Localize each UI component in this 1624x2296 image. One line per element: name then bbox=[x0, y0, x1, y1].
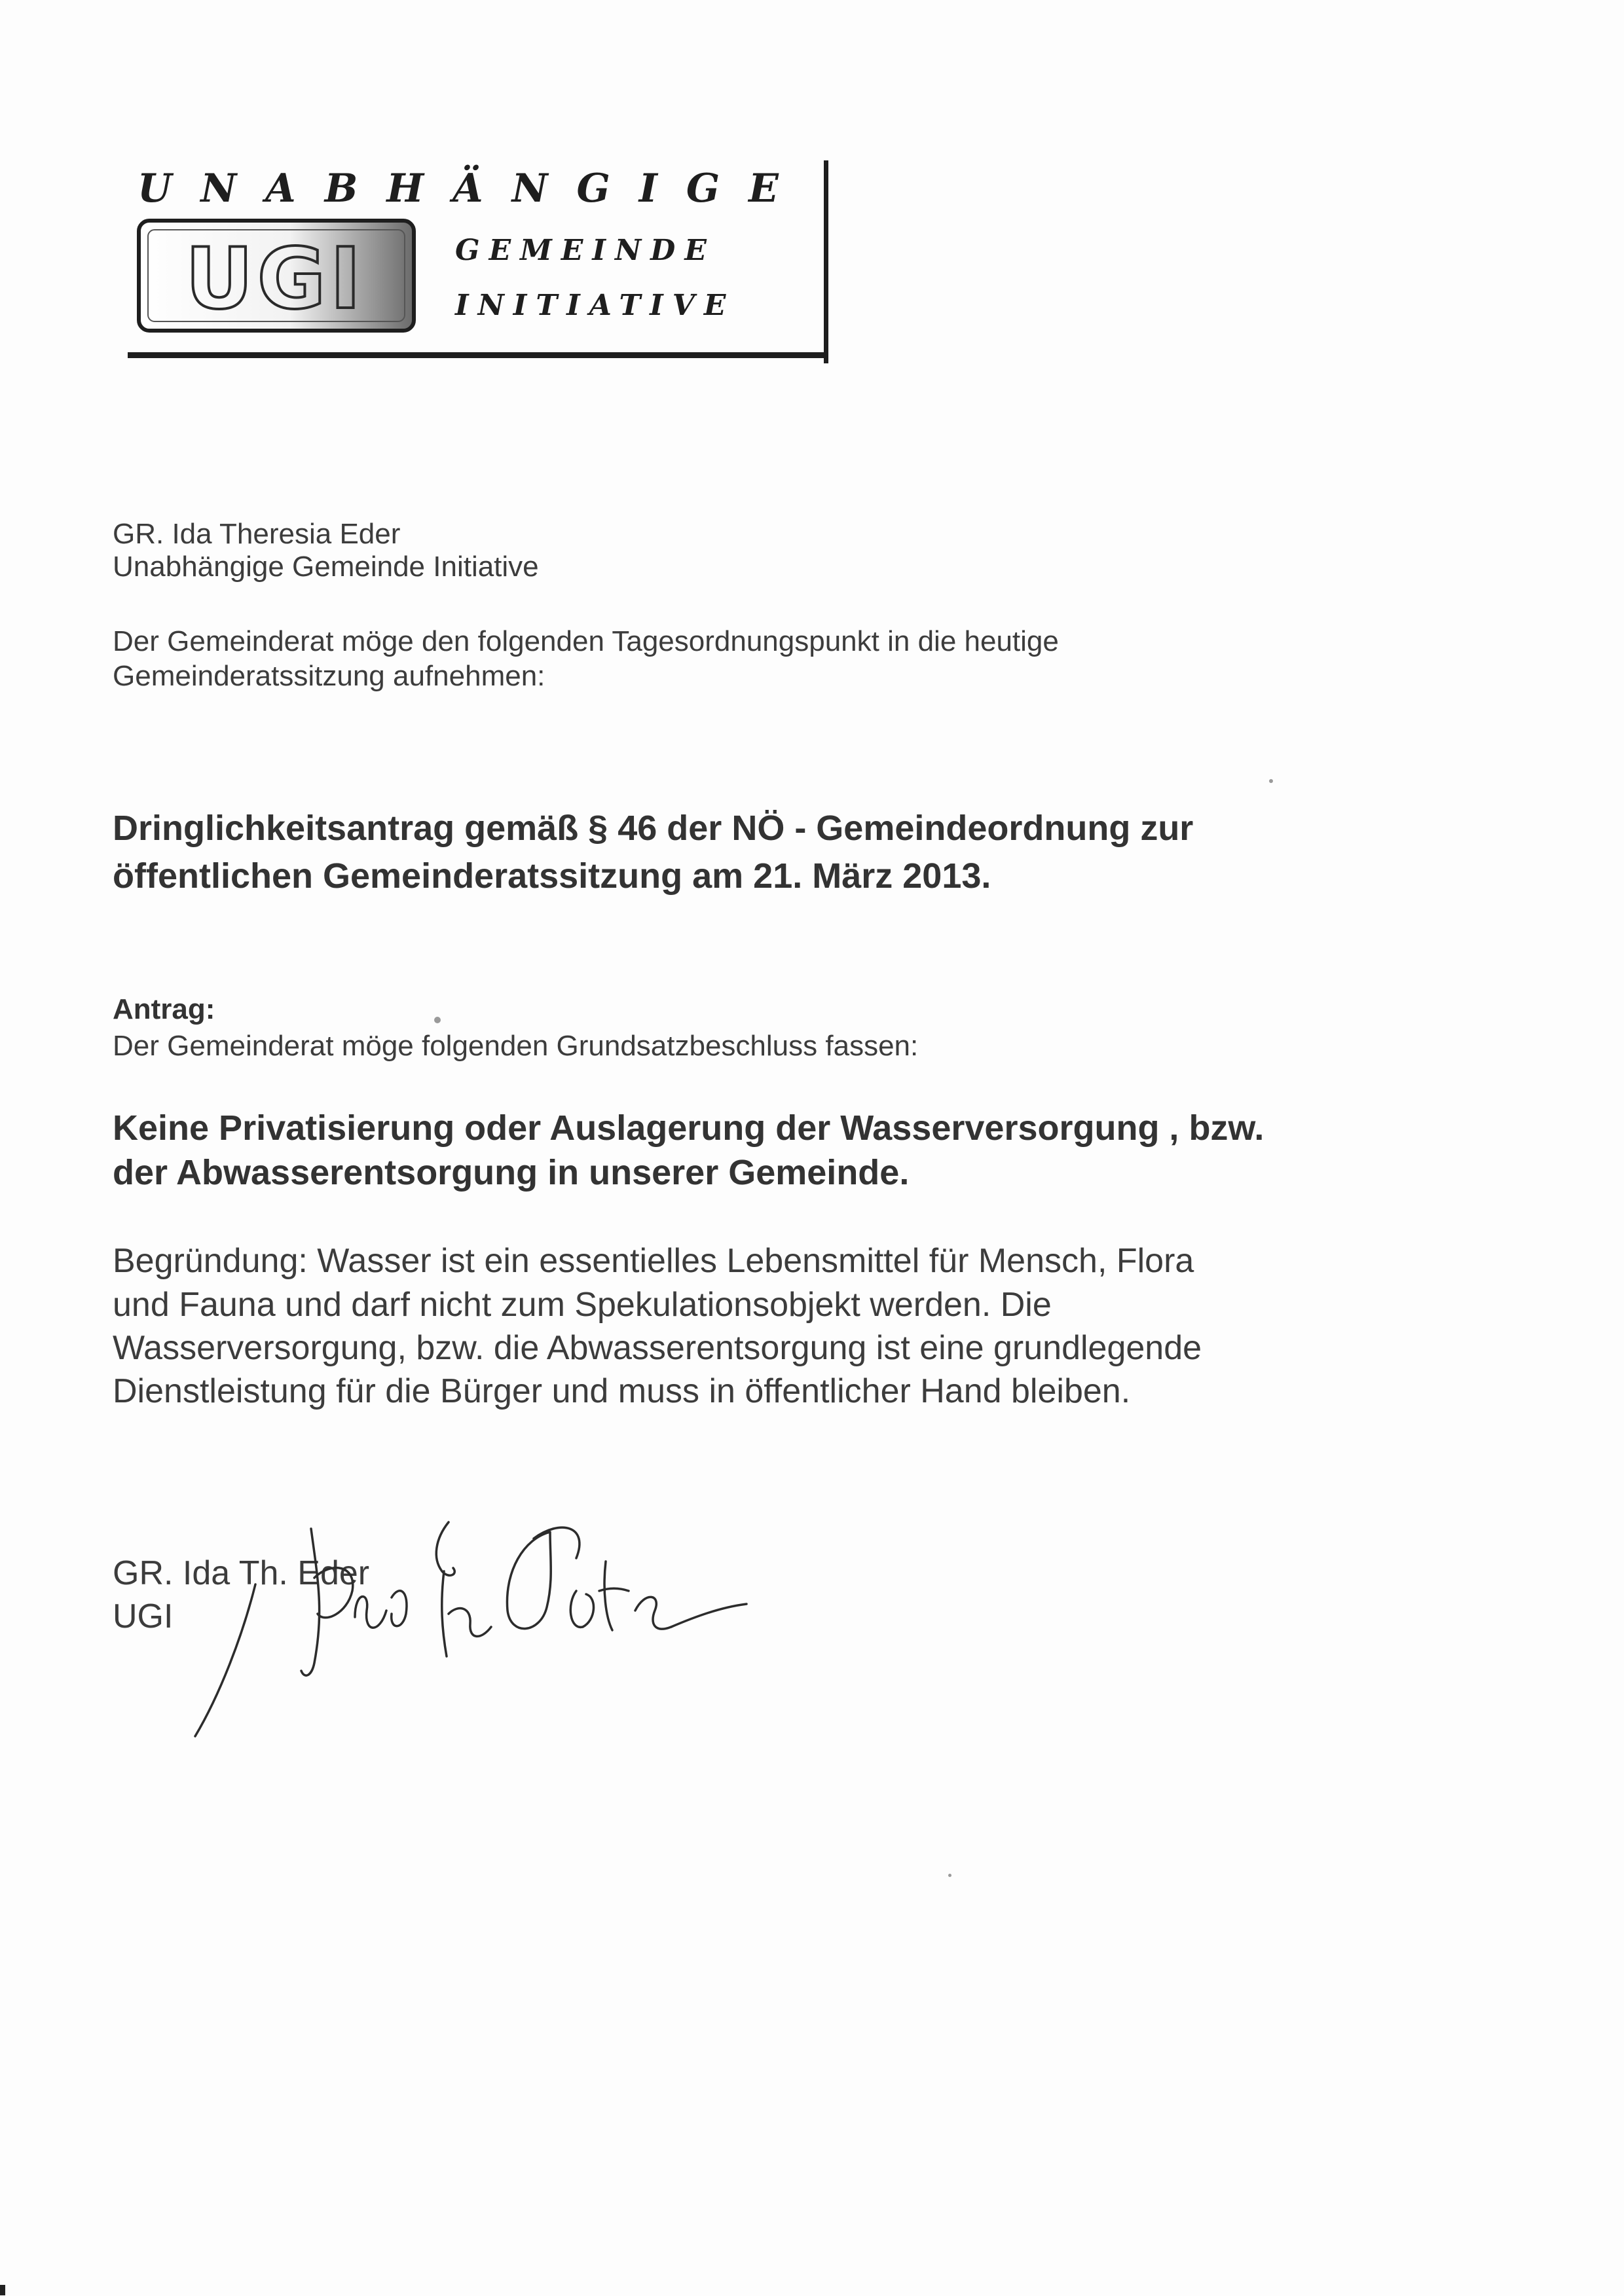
motion-label: Antrag: bbox=[113, 993, 215, 1025]
reasoning-line-1: Begründung: Wasser ist ein essentielles Lebensmittel für Mensch, Flora bbox=[113, 1242, 1194, 1280]
resolution-line-2: der Abwasserentsorgung in unserer Gemeinde. bbox=[113, 1153, 910, 1192]
subject-line-2: öffentlichen Gemeinderatssitzung am 21. März 2013. bbox=[113, 856, 991, 896]
intro-line-1: Der Gemeinderat möge den folgenden Tagesordnungspunkt in die heutige bbox=[113, 625, 1059, 657]
scan-speck bbox=[1269, 779, 1273, 783]
letterhead bbox=[124, 160, 832, 363]
reasoning-line-2: und Fauna und darf nicht zum Spekulationsobjekt werden. Die bbox=[113, 1286, 1052, 1324]
scan-speck bbox=[948, 1874, 951, 1877]
reasoning-line-4: Dienstleistung für die Bürger und muss in öffentlicher Hand bleiben. bbox=[113, 1372, 1131, 1410]
sender-organization: Unabhängige Gemeinde Initiative bbox=[113, 551, 539, 583]
letterhead-line-2: GEMEINDE bbox=[455, 234, 716, 267]
sender-name: GR. Ida Theresia Eder bbox=[113, 518, 401, 550]
handwritten-signature bbox=[183, 1499, 773, 1748]
logo-mark: UGI bbox=[185, 230, 365, 328]
scan-edge-mark bbox=[0, 2285, 5, 2295]
scan-speck bbox=[434, 1017, 441, 1023]
reasoning-line-3: Wasserversorgung, bzw. die Abwasserentsorgung ist eine grundlegende bbox=[113, 1329, 1202, 1367]
resolution-line-1: Keine Privatisierung oder Auslagerung der Wasserversorgung , bzw. bbox=[113, 1108, 1264, 1148]
intro-line-2: Gemeinderatssitzung aufnehmen: bbox=[113, 660, 545, 692]
motion-text: Der Gemeinderat möge folgenden Grundsatzbeschluss fassen: bbox=[113, 1030, 919, 1062]
letterhead-line-3: INITIATIVE bbox=[455, 289, 735, 322]
closing-org: UGI bbox=[113, 1597, 174, 1635]
subject-line-1: Dringlichkeitsantrag gemäß § 46 der NÖ - Gemeindeordnung zur bbox=[113, 809, 1194, 848]
closing-name: GR. Ida Th. Eder bbox=[113, 1554, 370, 1592]
letterhead-title: UNABHÄNGIGE bbox=[138, 166, 807, 211]
